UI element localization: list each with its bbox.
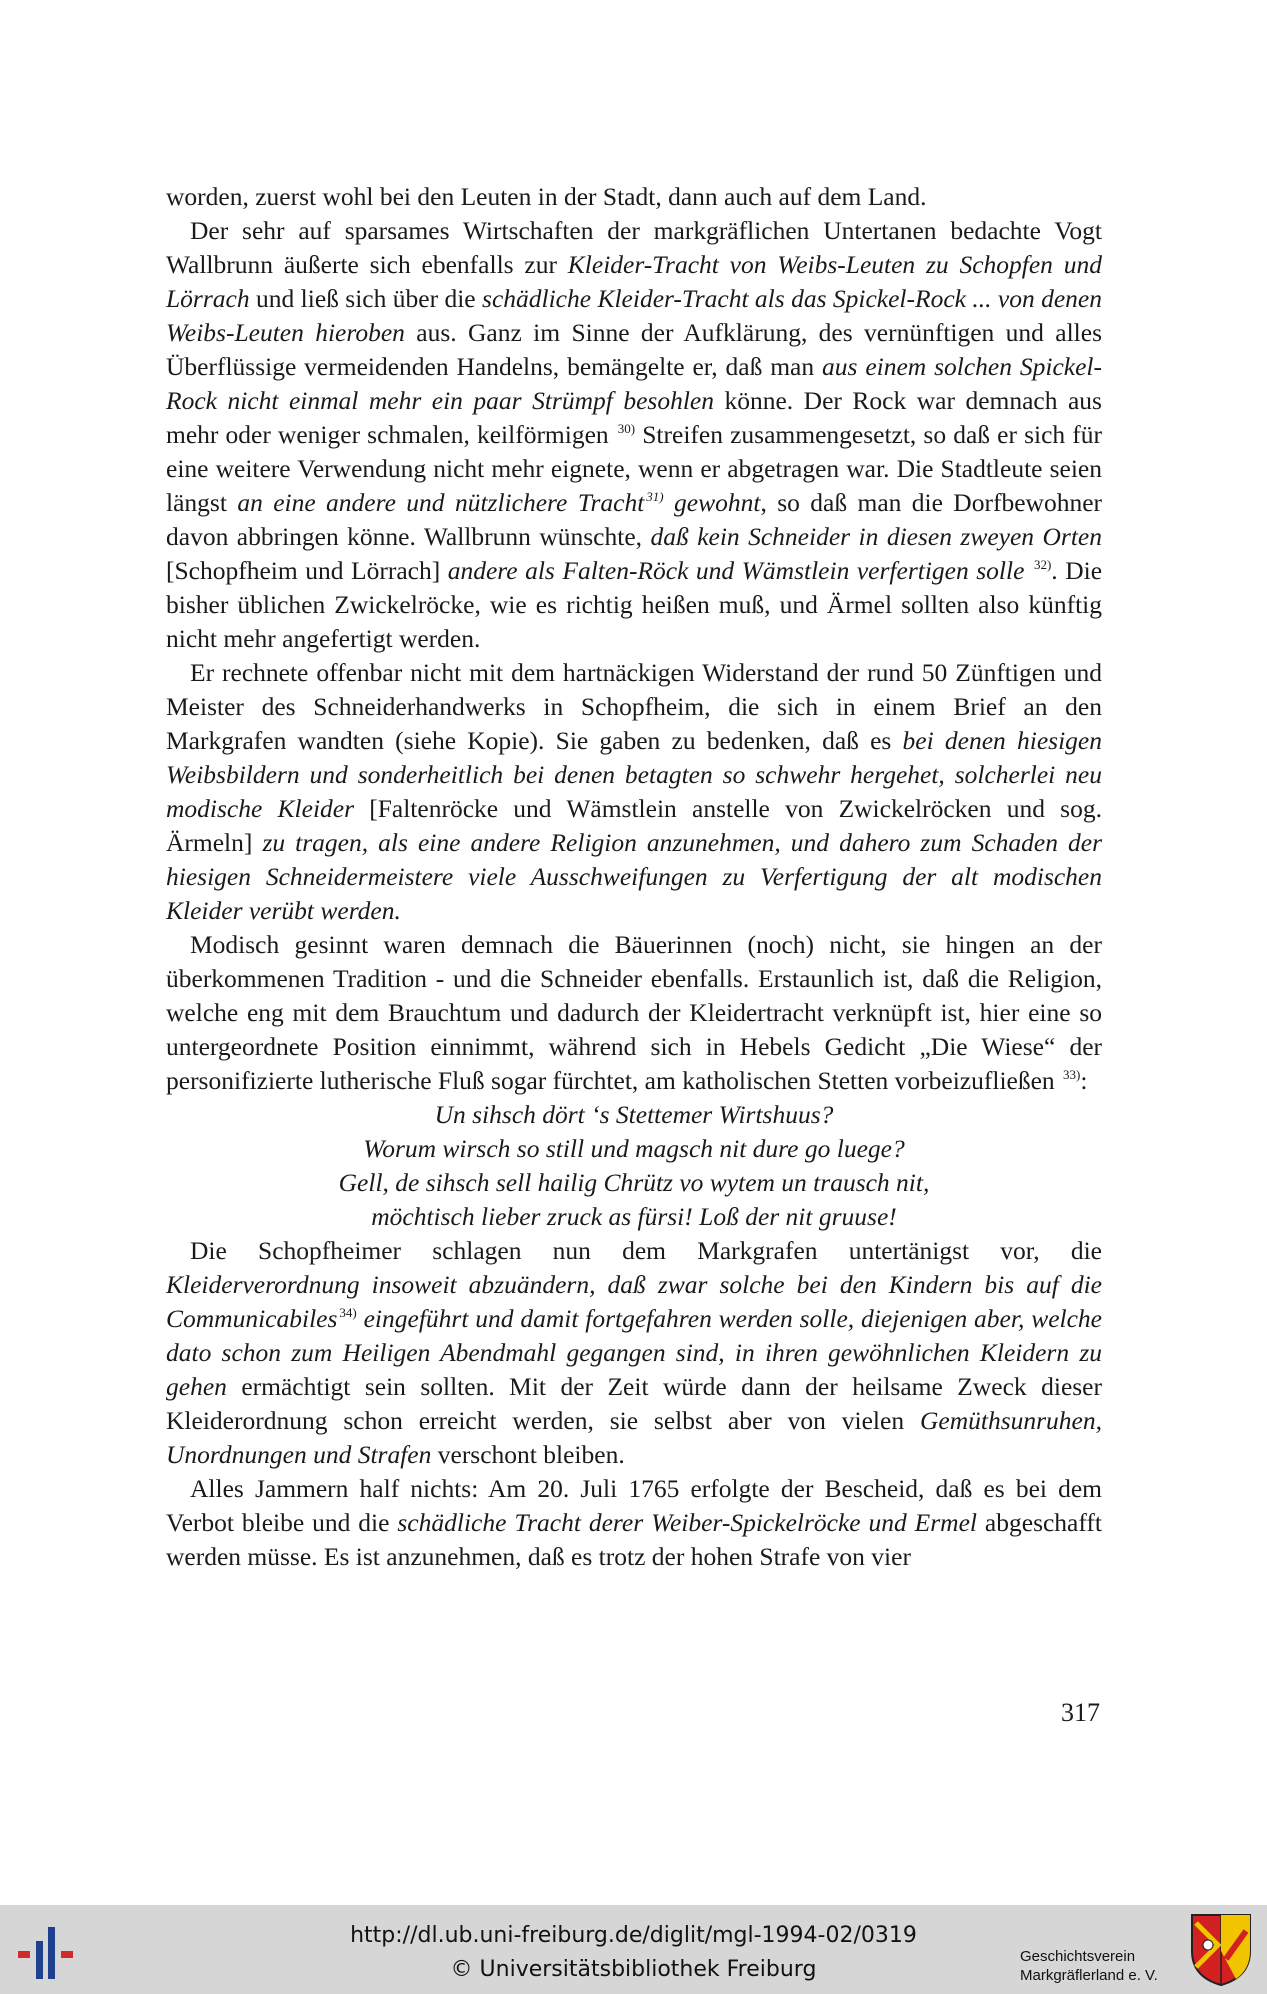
footnote-ref: 33)	[1063, 1067, 1081, 1082]
footer-bar	[0, 1905, 1267, 1994]
society-name-line: Markgräflerland e. V.	[1020, 1967, 1158, 1984]
paragraph: Die Schopfheimer schlagen nun dem Markgrafen untertänigst vor, die Kleiderverordnung insoweit abzuändern, daß zwar solche bei den Kindern bis auf die Communicabiles $^{34)}$ eingeführt und damit fortgefahren werden solle, diejenigen aber, welche dato schon zum Heiligen Abendmahl gegangen sind, in ihren gewöhnlichen Kleidern zu gehen ermächtigt sein sollten. Mit der Zeit würde dann der heilsame Zweck dieser Kleiderordnung schon erreicht werden, sie selbst aber von vielen Gemüthsunruhen, Unordnungen und Strafen verschont bleiben.	[166, 1236, 1102, 1469]
body-text	[166, 180, 1102, 1574]
verse-line: Gell, de sihsch sell hailig Chrütz vo wytem un trausch nit,	[338, 1168, 930, 1197]
society-name-line: Geschichtsverein	[1020, 1948, 1136, 1965]
verse-line: möchtisch lieber zruck as fürsi! Loß der nit gruuse!	[371, 1202, 897, 1231]
society-name	[1020, 1947, 1180, 1985]
poem-verse	[166, 1098, 1102, 1234]
footnote-ref: 32)	[1033, 557, 1052, 572]
verse-line: Worum wirsch so still und magsch nit dure go luege?	[363, 1134, 905, 1163]
paragraph: Modisch gesinnt waren demnach die Bäuerinnen (noch) nicht, sie hingen an der überkommenen Tradition - und die Schneider ebenfalls. Erstaunlich ist, daß die Religion, welche eng mit dem Brauchtum und dadurch der Kleidertracht verknüpft ist, hier eine so untergeordnete Position einnimmt, während sich in Hebels Gedicht „Die Wiese“ der personifizierte lutherische Fluß sogar fürchtet, am katholischen Stetten vorbeizufließen $^{33)}$:	[166, 930, 1102, 1095]
footnote-ref: 30)	[617, 421, 636, 436]
paragraph: worden, zuerst wohl bei den Leuten in der Stadt, dann auch auf dem Land.	[166, 182, 927, 211]
footnote-ref: 31)	[646, 489, 664, 504]
paragraph: Er rechnete offenbar nicht mit dem hartnäckigen Widerstand der rund 50 Zünftigen und Meister des Schneiderhandwerks in Schopfheim, die sich in einem Brief an den Markgrafen wandten (siehe Kopie). Sie gaben zu bedenken, daß es bei denen hiesigen Weibsbildern und sonderheitlich bei denen betagten so schwehr hergehet, solcherlei neu modische Kleider [Faltenröcke und Wämstlein anstelle von Zwickelröcken und sog. Ärmeln] zu tragen, als eine andere Religion anzunehmen, und dahero zum Schaden der hiesigen Schneidermeistere viele Ausschweifungen zu Verfertigung der alt modischen Kleider verübt werden.	[166, 658, 1103, 925]
footnote-ref: 34)	[339, 1305, 357, 1320]
paragraph: Alles Jammern half nichts: Am 20. Juli 1765 erfolgte der Bescheid, daß es bei dem Verbot bleibe und die schädliche Tracht derer Weiber-Spickelröcke und Ermel abgeschafft werden müsse. Es ist anzunehmen, daß es trotz der hohen Strafe von vier	[166, 1474, 1102, 1571]
footer-copyright: © Universitätsbibliothek Freiburg	[450, 1957, 817, 1982]
coat-of-arms-icon	[1188, 1911, 1254, 1987]
page-number: 317	[1061, 1698, 1100, 1727]
paragraph: Der sehr auf sparsames Wirtschaften der markgräflichen Untertanen bedachte Vogt Wallbrunn äußerte sich ebenfalls zur Kleider-Tracht von Weibs-Leuten zu Schopfen und Lörrach und ließ sich über die schädliche Kleider-Tracht als das Spickel-Rock ... von denen Weibs-Leuten hieroben aus. Ganz im Sinne der Aufklärung, des vernünftigen und alles Überflüssige vermeidenden Handelns, bemängelte er, daß man aus einem solchen Spickel-Rock nicht einmal mehr ein paar Strümpf besohlen könne. Der Rock war demnach aus mehr oder weniger schmalen, keilförmigen $^{30)}$ Streifen zusammengesetzt, so daß er sich für eine weitere Verwendung nicht mehr eignete, wenn er abgetragen war. Die Stadtleute seien längst an eine andere und nützlichere Tracht $^{31)}$ gewohnt, so daß man die Dorfbewohner davon abbringen könne. Wallbrunn wünschte, daß kein Schneider in diesen zweyen Orten [Schopfheim und Lörrach] andere als Falten-Röck und Wämstlein verfertigen solle $^{32)}$. Die bisher üblichen Zwickelröcke, wie es richtig heißen muß, und Ärmel sollten also künftig nicht mehr angefertigt werden.	[166, 216, 1103, 653]
verse-line: Un sihsch dört ‘s Stettemer Wirtshuus?	[434, 1100, 834, 1129]
footer-url-link[interactable]: http://dl.ub.uni-freiburg.de/diglit/mgl-1994-02/0319	[350, 1923, 917, 1948]
